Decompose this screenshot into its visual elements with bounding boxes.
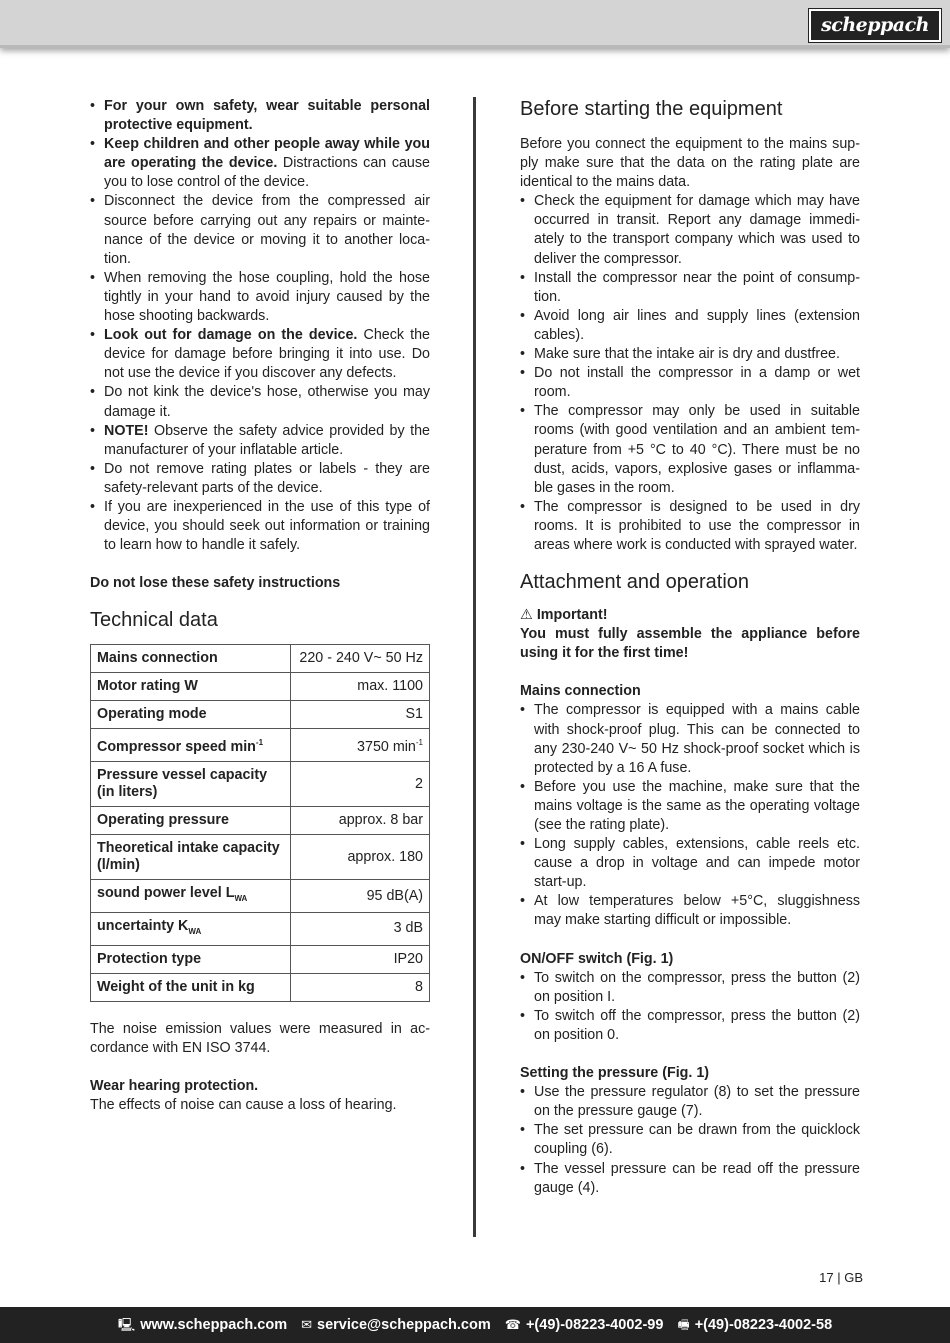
before-starting-intro: Before you connect the equipment to the mains sup-ply make sure that the data on the rating plate are identical to the mains data. xyxy=(520,136,860,191)
spec-value: 8 xyxy=(291,973,430,1001)
spec-label: uncertainty $K_{WA}$ xyxy=(91,912,291,945)
list-item: • Install the compressor near the point of consump-tion. xyxy=(520,269,860,307)
list-item: • To switch off the compressor, press the button (2) on position 0. xyxy=(520,1007,860,1045)
right-column xyxy=(520,97,860,1198)
list-item: • Disconnect the device from the compressed air source before carrying out any repairs or mainte-nance of the device or moving it to another loca-tion. xyxy=(90,192,430,268)
table-row xyxy=(91,701,430,729)
list-item: • Look out for damage on the device. Check the device for damage before bringing it into use. Do not use the device if you discover any defects. xyxy=(90,326,430,383)
table-row xyxy=(91,762,430,807)
table-row xyxy=(91,835,430,880)
spec-label: Weight of the unit in kg xyxy=(91,973,291,1001)
table-row xyxy=(91,729,430,762)
spec-label: Pressure vessel capacity (in liters) xyxy=(91,762,291,807)
safety-list xyxy=(90,97,430,555)
table-row xyxy=(91,645,430,673)
important-text: You must fully assemble the appliance before using it for the first time! xyxy=(520,626,860,662)
table-row xyxy=(91,807,430,835)
spec-label: Mains connection xyxy=(91,645,291,673)
list-item: • Avoid long air lines and supply lines (extension cables). xyxy=(520,307,860,345)
spec-label: Operating pressure xyxy=(91,807,291,835)
spec-value: max. 1100 xyxy=(291,673,430,701)
list-item: • Make sure that the intake air is dry and dustfree. xyxy=(520,345,860,364)
mains-connection-list xyxy=(520,701,860,930)
table-row xyxy=(91,880,430,913)
technical-data-table xyxy=(90,644,430,1001)
table-row xyxy=(91,912,430,945)
spec-label: Operating mode xyxy=(91,701,291,729)
list-item: • If you are inexperienced in the use of this type of device, you should seek out information or training to learn how to handle it safely. xyxy=(90,498,430,555)
list-item: • Long supply cables, extensions, cable reels etc. cause a drop in voltage and can impede motor start-up. xyxy=(520,835,860,892)
telephone-icon: ☎ xyxy=(504,1317,521,1332)
spec-label: Theoretical intake capacity (l/min) xyxy=(91,835,291,880)
list-item: • Before you use the machine, make sure that the mains voltage is the same as the operating voltage (see the rating plate). xyxy=(520,778,860,835)
list-item: • Do not install the compressor in a damp or wet room. xyxy=(520,364,860,402)
footer-bar xyxy=(0,1307,950,1343)
left-column xyxy=(90,97,430,1115)
table-row xyxy=(91,673,430,701)
footer-email[interactable]: ✉ service@scheppach.com xyxy=(301,1307,491,1343)
spec-label: Protection type xyxy=(91,945,291,973)
spec-value: S1 xyxy=(291,701,430,729)
hearing-protection-text: The effects of noise can cause a loss of hearing. xyxy=(90,1097,397,1114)
computer-icon: 🖳 xyxy=(117,1317,136,1332)
spec-value: 3 dB xyxy=(291,912,430,945)
keep-instructions-note: Do not lose these safety instructions xyxy=(90,575,341,592)
footer-fax: 🖷 +(49)-08223-4002-58 xyxy=(677,1307,832,1343)
spec-label: Compressor speed $\min^{-1}$ xyxy=(91,729,291,762)
attachment-operation-heading: Attachment and operation xyxy=(520,571,750,594)
mains-connection-heading: Mains connection xyxy=(520,683,641,700)
envelope-icon: ✉ xyxy=(301,1317,313,1332)
list-item: • The set pressure can be drawn from the quicklock coupling (6). xyxy=(520,1121,860,1159)
before-starting-list xyxy=(520,192,860,555)
spec-value: approx. 8 bar xyxy=(291,807,430,835)
spec-value: 3750 $\min^{-1}$ xyxy=(291,729,430,762)
spec-label: Motor rating W xyxy=(91,673,291,701)
technical-data-heading: Technical data xyxy=(90,609,218,632)
onoff-switch-list xyxy=(520,969,860,1045)
table-row xyxy=(91,973,430,1001)
spec-value: IP20 xyxy=(291,945,430,973)
list-item: • Do not kink the device's hose, otherwise you may damage it. xyxy=(90,383,430,421)
list-item: • NOTE! Observe the safety advice provided by the manufacturer of your inflatable article. xyxy=(90,422,430,460)
onoff-switch-heading: ON/OFF switch (Fig. 1) xyxy=(520,950,674,967)
list-item: • Keep children and other people away while you are operating the device. Distractions can cause you to lose control of the device. xyxy=(90,135,430,192)
before-starting-heading: Before starting the equipment xyxy=(520,98,783,120)
header-bar xyxy=(0,0,950,48)
spec-value: 220 - 240 V~ 50 Hz xyxy=(291,645,430,673)
hearing-protection-heading: Wear hearing protection. xyxy=(90,1078,259,1095)
important-label: ⚠ Important! xyxy=(520,607,608,624)
list-item: • The compressor is designed to be used in dry rooms. It is prohibited to use the compressor in areas where work is conducted with sprayed water. xyxy=(520,498,860,555)
spec-label: sound power level $L_{WA}$ xyxy=(91,880,291,913)
column-divider xyxy=(473,97,476,1237)
list-item: • The vessel pressure can be read off the pressure gauge (4). xyxy=(520,1160,860,1198)
page-number: 17 | GB xyxy=(819,1270,863,1285)
list-item: • The compressor is equipped with a mains cable with shock-proof plug. This can be connected to any 230-240 V~ 50 Hz shock-proof socket which is protected by a 16 A fuse. xyxy=(520,701,860,777)
spec-value: 2 xyxy=(291,762,430,807)
setting-pressure-list xyxy=(520,1083,860,1198)
footer-website[interactable]: 🖳 www.scheppach.com xyxy=(118,1307,287,1343)
list-item: • Check the equipment for damage which may have occurred in transit. Report any damage immedi-ately to the transport company which was used to deliver the compressor. xyxy=(520,192,860,268)
warning-triangle-icon: ⚠ xyxy=(520,607,533,624)
list-item: • At low temperatures below +5°C, sluggishness may make starting difficult or impossible. xyxy=(520,892,860,930)
noise-emission-text: The noise emission values were measured in ac-cordance with EN ISO 3744. xyxy=(90,1020,430,1056)
list-item: • When removing the hose coupling, hold the hose tightly in your hand to avoid injury caused by the hose shooting backwards. xyxy=(90,269,430,326)
setting-pressure-heading: Setting the pressure (Fig. 1) xyxy=(520,1065,710,1082)
table-row xyxy=(91,945,430,973)
list-item: • For your own safety, wear suitable personal protective equipment. xyxy=(90,97,430,135)
list-item: • Use the pressure regulator (8) to set the pressure on the pressure gauge (7). xyxy=(520,1083,860,1121)
list-item: • Do not remove rating plates or labels - they are safety-relevant parts of the device. xyxy=(90,460,430,498)
fax-icon: 🖷 xyxy=(677,1317,690,1332)
spec-value: 95 dB(A) xyxy=(291,880,430,913)
list-item: • To switch on the compressor, press the button (2) on position I. xyxy=(520,969,860,1007)
footer-phone: ☎ +(49)-08223-4002-99 xyxy=(505,1307,664,1343)
spec-value: approx. 180 xyxy=(291,835,430,880)
list-item: • The compressor may only be used in suitable rooms (with good ventilation and an ambient tem-perature from +5 °C to 40 °C). There must be no dust, acids, vapors, explosive gases or inflamma-ble gases in the room. xyxy=(520,402,860,497)
scheppach-logo: scheppach xyxy=(809,9,941,42)
